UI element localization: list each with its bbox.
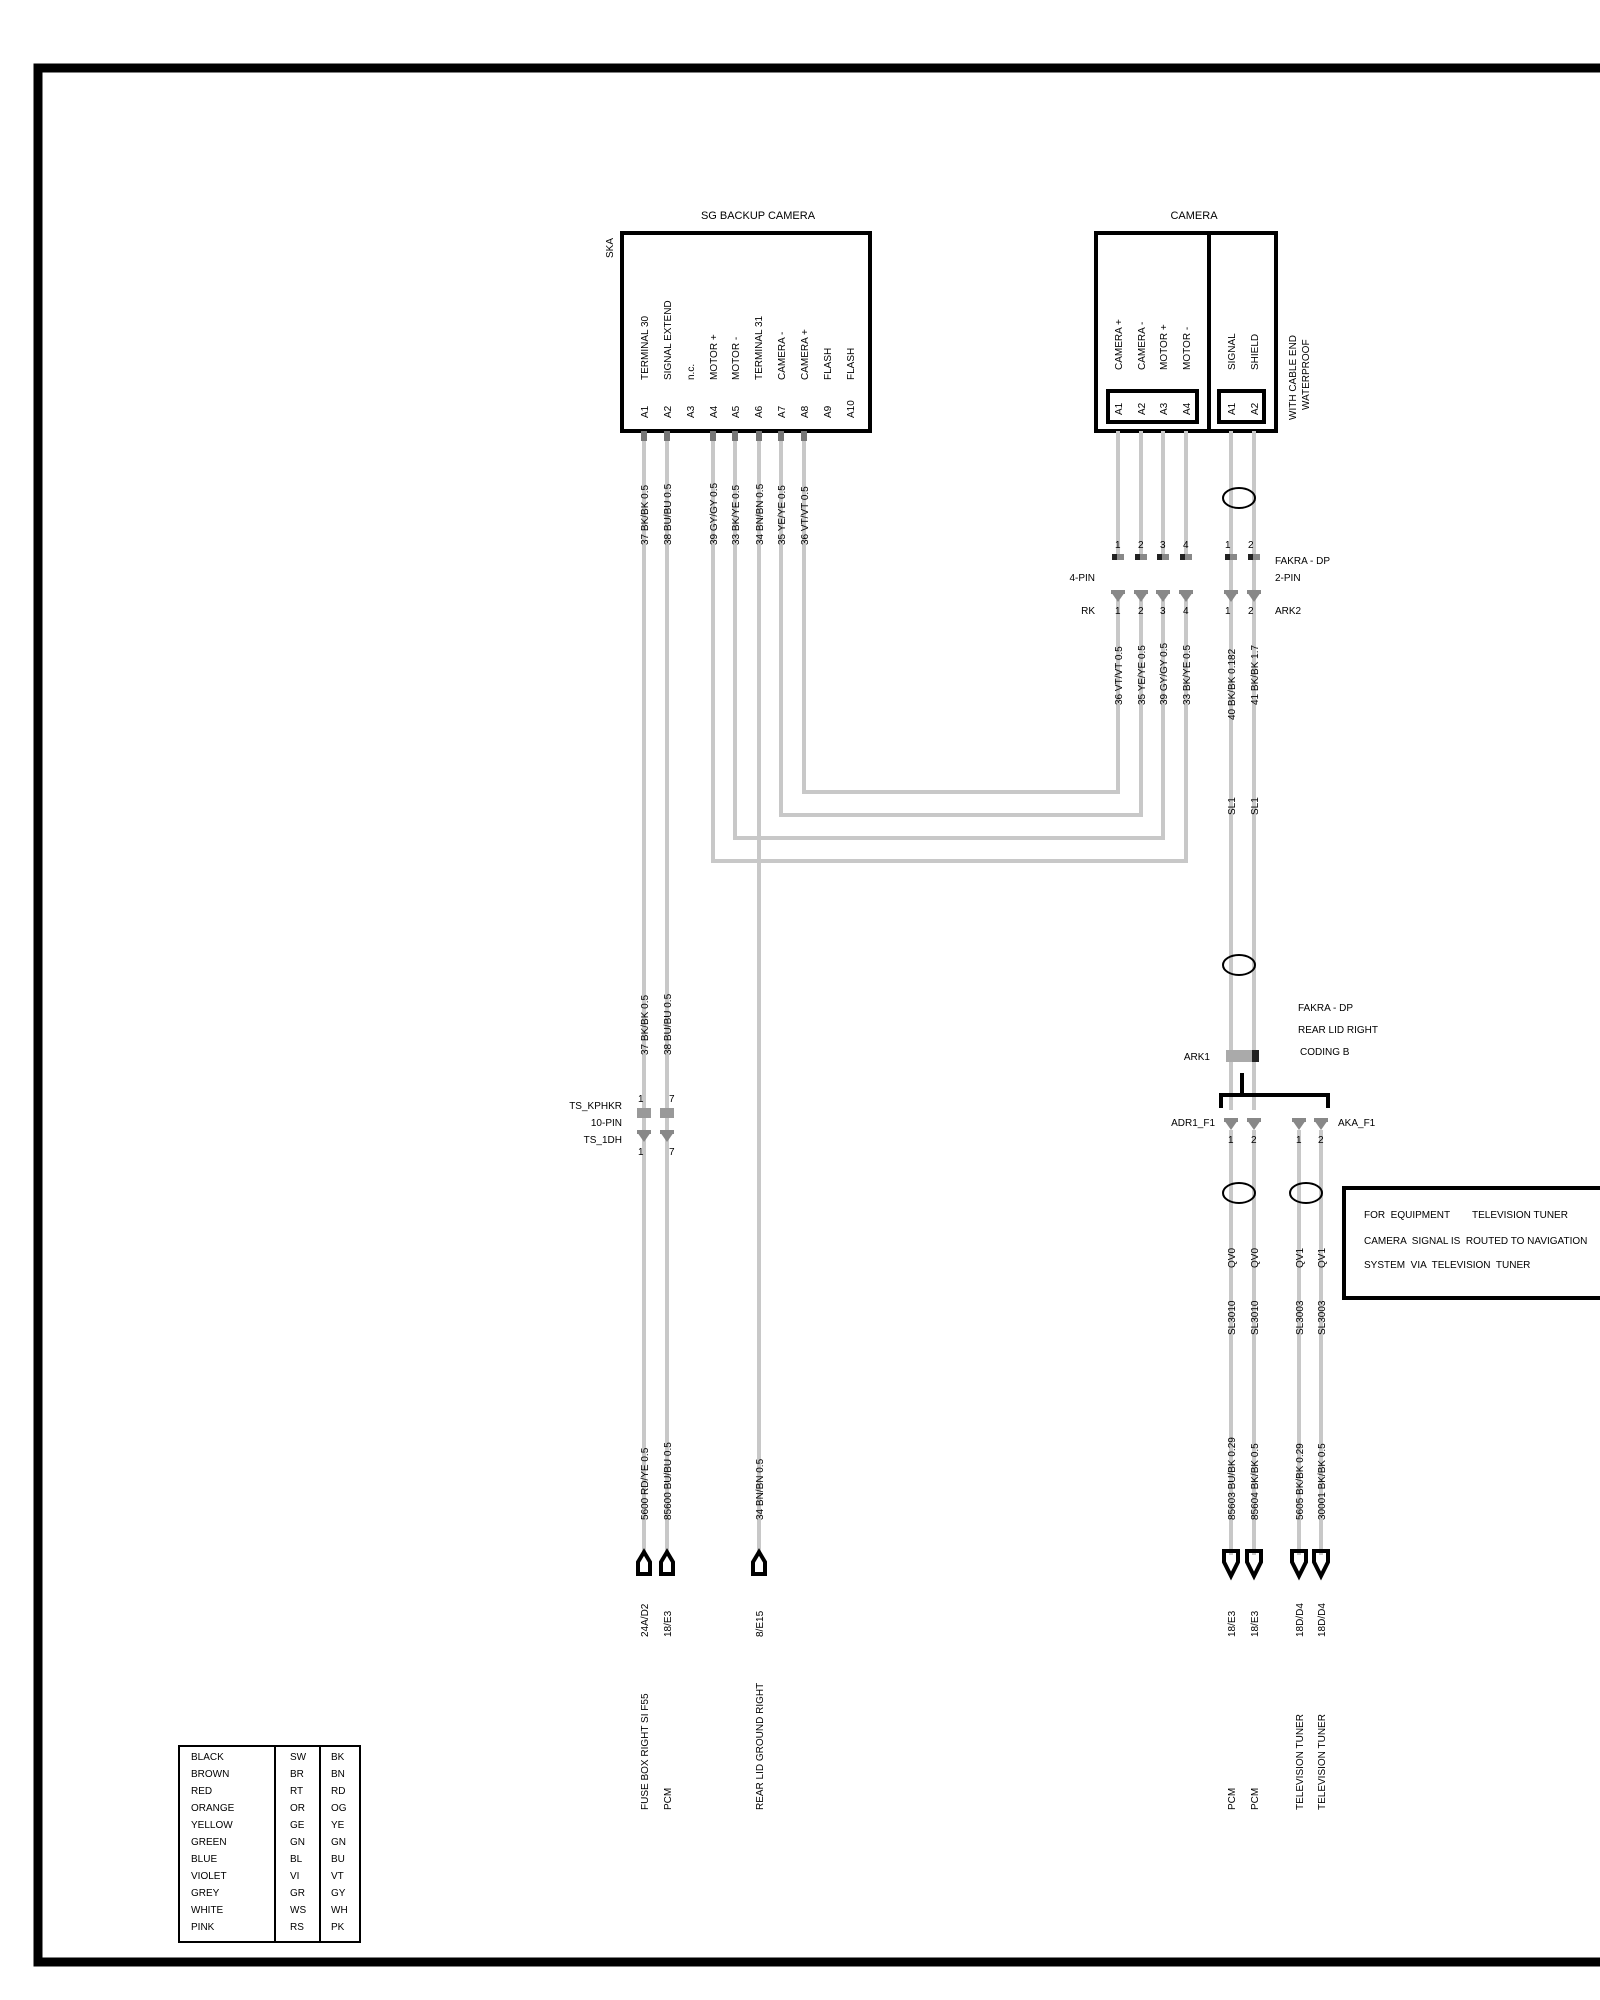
pin-stub [801,431,807,441]
page-frame [38,68,1600,1962]
camera-signal-pin-name: SIGNAL [1227,333,1238,370]
rk-pin-number-bottom: 3 [1160,606,1166,617]
sg-pin-number: A2 [663,405,674,418]
camera-note-line-1: WITH CABLE END [1288,334,1299,420]
sg-pin-name: MOTOR + [709,334,720,380]
color-legend [179,1746,360,1942]
rk-pin-bottom-base [1156,590,1170,594]
note-line-1: FOR EQUIPMENT TELEVISION TUNER [1364,1210,1568,1221]
ark2-pin-number-bottom: 1 [1225,606,1231,617]
shield-oval-top [1223,488,1255,508]
rk-pin-bottom-base [1111,590,1125,594]
sg-wire-label: 33 BK/YE 0.5 [731,484,742,545]
terminal-reference: 18/E3 [1227,1610,1238,1637]
rk-pin-number-bottom: 2 [1138,606,1144,617]
legend-english-code: VT [331,1871,344,1882]
terminal-symbol-up [661,1552,673,1574]
legend-german-code: OR [290,1803,305,1814]
ark2-pin-top-mark [1225,554,1230,560]
ts-pin-number-top: 1 [638,1094,644,1105]
terminal-destination: PCM [1227,1787,1238,1810]
split-pin-base [1292,1118,1306,1122]
rk-pin-top-mark [1180,554,1185,560]
ts-pin-top [660,1108,674,1118]
pin-stub [710,431,716,441]
camera-wire-label: 35 YE/YE 0.5 [1137,645,1148,705]
camera-pin-name: CAMERA + [1114,319,1125,370]
rk-pin-number-top: 2 [1138,540,1144,551]
qv-label: QV0 [1227,1247,1238,1268]
ark1-split-bracket [1221,1073,1328,1108]
bottom-wire-label: 34 BN/BN 0.5 [755,1458,766,1520]
sg-pin-name: CAMERA + [800,329,811,380]
sg-pin-number: A1 [640,405,651,418]
split-left-label: ADR1_F1 [1171,1118,1215,1129]
split-pin-number: 2 [1251,1135,1257,1146]
note-line-2: CAMERA SIGNAL IS ROUTED TO NAVIGATION [1364,1236,1588,1247]
shield-label: SL1 [1250,797,1261,815]
ts-pin-number-bottom: 1 [638,1147,644,1158]
wire-35 [781,431,1141,815]
terminal-destination: PCM [663,1787,674,1810]
legend-english-code: WH [331,1905,348,1916]
ts-pin-bottom-base [660,1130,674,1134]
rk-pin-bottom-base [1134,590,1148,594]
camera-wire-label: 33 BK/YE 0.5 [1182,644,1193,705]
sg-pin-number: A10 [846,400,857,418]
split-pin-base [1224,1118,1238,1122]
legend-german-code: RT [290,1786,304,1797]
legend-german-code: VI [290,1871,300,1882]
shield-oval-mid [1223,955,1255,975]
sg-pin-name: SIGNAL EXTEND [663,300,674,380]
sg-pin-name: CAMERA - [777,331,788,380]
terminal-destination: FUSE BOX RIGHT SI F55 [640,1693,651,1810]
camera-pin-number: A2 [1137,402,1148,415]
terminal-reference: 18D/D4 [1317,1603,1328,1637]
wire-36 [804,431,1118,792]
sg-wire-label: 34 BN/BN 0.5 [755,483,766,545]
legend-german-code: GR [290,1888,305,1899]
terminal-destination: REAR LID GROUND RIGHT [755,1682,766,1810]
sg-pin-name: TERMINAL 31 [754,315,765,380]
four-pin-connector [637,540,1331,1158]
fakra-dp-label: FAKRA - DP [1275,556,1331,567]
pin-stub [641,431,647,441]
sg-pin-name: FLASH [846,347,857,380]
ts-pin-bottom-base [637,1130,651,1134]
legend-english-code: BN [331,1769,345,1780]
sg-wire-label: 38 BU/BU 0.5 [663,483,674,545]
terminal-reference: 18/E3 [1250,1610,1261,1637]
ark1-label: ARK1 [1183,1052,1210,1063]
camera-box-title: CAMERA [1170,210,1218,222]
sg-pin-name: TERMINAL 30 [640,315,651,380]
sg-wire-label: 37 BK/BK 0.5 [640,484,651,545]
ts-1dh-label: TS_1DH [583,1135,622,1146]
ark2-label: ARK2 [1275,606,1302,617]
bottom-wire-label: 85600 BU/BU 0.5 [663,1442,674,1520]
sl-label: SL3010 [1227,1300,1238,1335]
mid-wire-label: 38 BU/BU 0.5 [663,993,674,1055]
rk-pin-bottom-base [1179,590,1193,594]
sg-pin-number: A7 [777,405,788,418]
shield-wire-label: 41 BK/BK 1.7 [1250,644,1261,705]
ark1-line-1: FAKRA - DP [1298,1003,1354,1014]
sg-box-pins [640,300,857,418]
terminal-destination: PCM [1250,1787,1261,1810]
legend-german-code: RS [290,1922,304,1933]
legend-english-code: PK [331,1922,345,1933]
ark2-pin-bottom-base [1224,590,1238,594]
ts-10pin-label: 10-PIN [590,1118,622,1129]
sg-pin-name: n.c. [686,363,697,380]
legend-english-code: YE [331,1820,345,1831]
rk-pin-top-mark [1112,554,1117,560]
shield-oval-left [1223,1183,1255,1203]
sg-pin-name: MOTOR - [731,336,742,380]
bottom-wire-label: 85604 BK/BK 0.5 [1250,1443,1261,1520]
rk-label: RK [1081,606,1095,617]
legend-german-code: SW [290,1752,307,1763]
pin-stub [664,431,670,441]
sg-pin-number: A4 [709,405,720,418]
terminal-symbol-up [638,1552,650,1574]
sg-wire-label: 35 YE/YE 0.5 [777,485,788,545]
sl-label: SL3010 [1250,1300,1261,1335]
legend-german-code: BL [290,1854,303,1865]
terminal-reference: 8/E15 [755,1610,766,1637]
ark2-pin-number-bottom: 2 [1248,606,1254,617]
bottom-wire-label: 30001 BK/BK 0.5 [1317,1443,1328,1520]
split-right-label: AKA_F1 [1338,1118,1376,1129]
split-pin-base [1247,1118,1261,1122]
bottom-wire-label: 5605 BK/BK 0.29 [1295,1443,1306,1520]
rk-pin-top-mark [1135,554,1140,560]
ark1-line-3: CODING B [1300,1047,1350,1058]
sg-box-title: SG BACKUP CAMERA [700,210,816,222]
split-pin-base [1314,1118,1328,1122]
terminal-destination: TELEVISION TUNER [1317,1714,1328,1810]
split-pin-number: 1 [1296,1135,1302,1146]
legend-color-name: ORANGE [191,1803,235,1814]
sg-pin-number: A9 [823,405,834,418]
legend-color-name: BLUE [191,1854,218,1865]
ark2-pin-number-top: 2 [1248,540,1254,551]
four-pin-label: 4-PIN [1069,573,1095,584]
bottom-wire-label: 85603 BU/BK 0.29 [1227,1437,1238,1520]
ts-pin-number-bottom: 7 [669,1147,675,1158]
camera-note-line-2: WATERPROOF [1301,339,1312,410]
qv-label: QV0 [1250,1247,1261,1268]
legend-color-name: BLACK [191,1752,224,1763]
pin-stub [732,431,738,441]
terminal-reference: 18D/D4 [1295,1603,1306,1637]
legend-english-code: OG [331,1803,347,1814]
signal-wire-label: 40 BK/BK 0.182 [1227,648,1238,720]
legend-german-code: GN [290,1837,305,1848]
split-pin-number: 2 [1318,1135,1324,1146]
sg-pin-number: A8 [800,405,811,418]
camera-wire-label: 39 GY/GY 0.5 [1159,642,1170,705]
camera-pin-name: MOTOR + [1159,324,1170,370]
sg-pin-name: FLASH [823,347,834,380]
rk-pin-top-mark [1157,554,1162,560]
terminal-reference: 24A/D2 [640,1603,651,1637]
shield-oval-right [1290,1183,1322,1203]
camera-pin-number: A1 [1114,402,1125,415]
wires [640,431,1331,1555]
ts-pin-number-top: 7 [669,1094,675,1105]
camera-signal-pin-number: A1 [1227,402,1238,415]
legend-english-code: GN [331,1837,346,1848]
note-line-3: SYSTEM VIA TELEVISION TUNER [1364,1260,1531,1271]
ark1-connector-mark [1252,1050,1259,1062]
pin-stub [778,431,784,441]
sl-label: SL3003 [1317,1300,1328,1335]
pin-stub [756,431,762,441]
terminal-symbol-up [753,1552,765,1574]
sg-pin-number: A5 [731,405,742,418]
qv-label: QV1 [1295,1247,1306,1268]
sg-box-code: SKA [605,237,616,258]
legend-english-code: BU [331,1854,345,1865]
ark2-pin-bottom-base [1247,590,1261,594]
bottom-wire-label: 5600 RD/YE 0.5 [640,1447,651,1520]
rk-pin-number-top: 1 [1115,540,1121,551]
legend-color-name: VIOLET [191,1871,227,1882]
legend-german-code: WS [290,1905,307,1916]
terminal-destination: TELEVISION TUNER [1295,1714,1306,1810]
camera-signal-pin-number: A2 [1250,402,1261,415]
sg-backup-camera-box [622,233,870,431]
legend-color-name: BROWN [191,1769,230,1780]
camera-pin-number: A3 [1159,402,1170,415]
two-pin-label: 2-PIN [1275,573,1301,584]
camera-pin-name: MOTOR - [1182,326,1193,370]
sg-wire-label: 36 VT/VT 0.5 [800,486,811,545]
camera-signal-pin-name: SHIELD [1250,333,1261,370]
camera-box-pins [1114,319,1261,415]
legend-color-name: PINK [191,1922,215,1933]
rk-pin-number-bottom: 1 [1115,606,1121,617]
terminal-reference: 18/E3 [663,1610,674,1637]
camera-wire-label: 36 VT/VT 0.5 [1114,646,1125,705]
camera-pin-number: A4 [1182,402,1193,415]
sg-wire-label: 39 GY/GY 0.5 [709,482,720,545]
legend-german-code: GE [290,1820,305,1831]
ark2-pin-top-mark [1248,554,1253,560]
sg-pin-number: A3 [686,405,697,418]
legend-english-code: BK [331,1752,345,1763]
legend-color-name: RED [191,1786,213,1797]
legend-color-name: GREY [191,1888,220,1899]
bottom-terminals [638,1437,1328,1810]
qv-label: QV1 [1317,1247,1328,1268]
legend-german-code: BR [290,1769,304,1780]
sl-label: SL3003 [1295,1300,1306,1335]
legend-english-code: RD [331,1786,346,1797]
legend-color-name: YELLOW [191,1820,233,1831]
rk-pin-number-top: 3 [1160,540,1166,551]
legend-color-name: WHITE [191,1905,224,1916]
camera-pin-name: CAMERA - [1137,321,1148,370]
shield-label: SL1 [1227,797,1238,815]
ts-kphkr-label: TS_KPHKR [569,1101,622,1112]
ark2-pin-number-top: 1 [1225,540,1231,551]
legend-english-code: GY [331,1888,346,1899]
ts-pin-top [637,1108,651,1118]
rk-pin-number-bottom: 4 [1183,606,1189,617]
ark1-line-2: REAR LID RIGHT [1298,1025,1379,1036]
rk-pin-number-top: 4 [1183,540,1189,551]
split-pin-number: 1 [1228,1135,1234,1146]
sg-pin-number: A6 [754,405,765,418]
mid-wire-label: 37 BK/BK 0.5 [640,994,651,1055]
legend-color-name: GREEN [191,1837,227,1848]
